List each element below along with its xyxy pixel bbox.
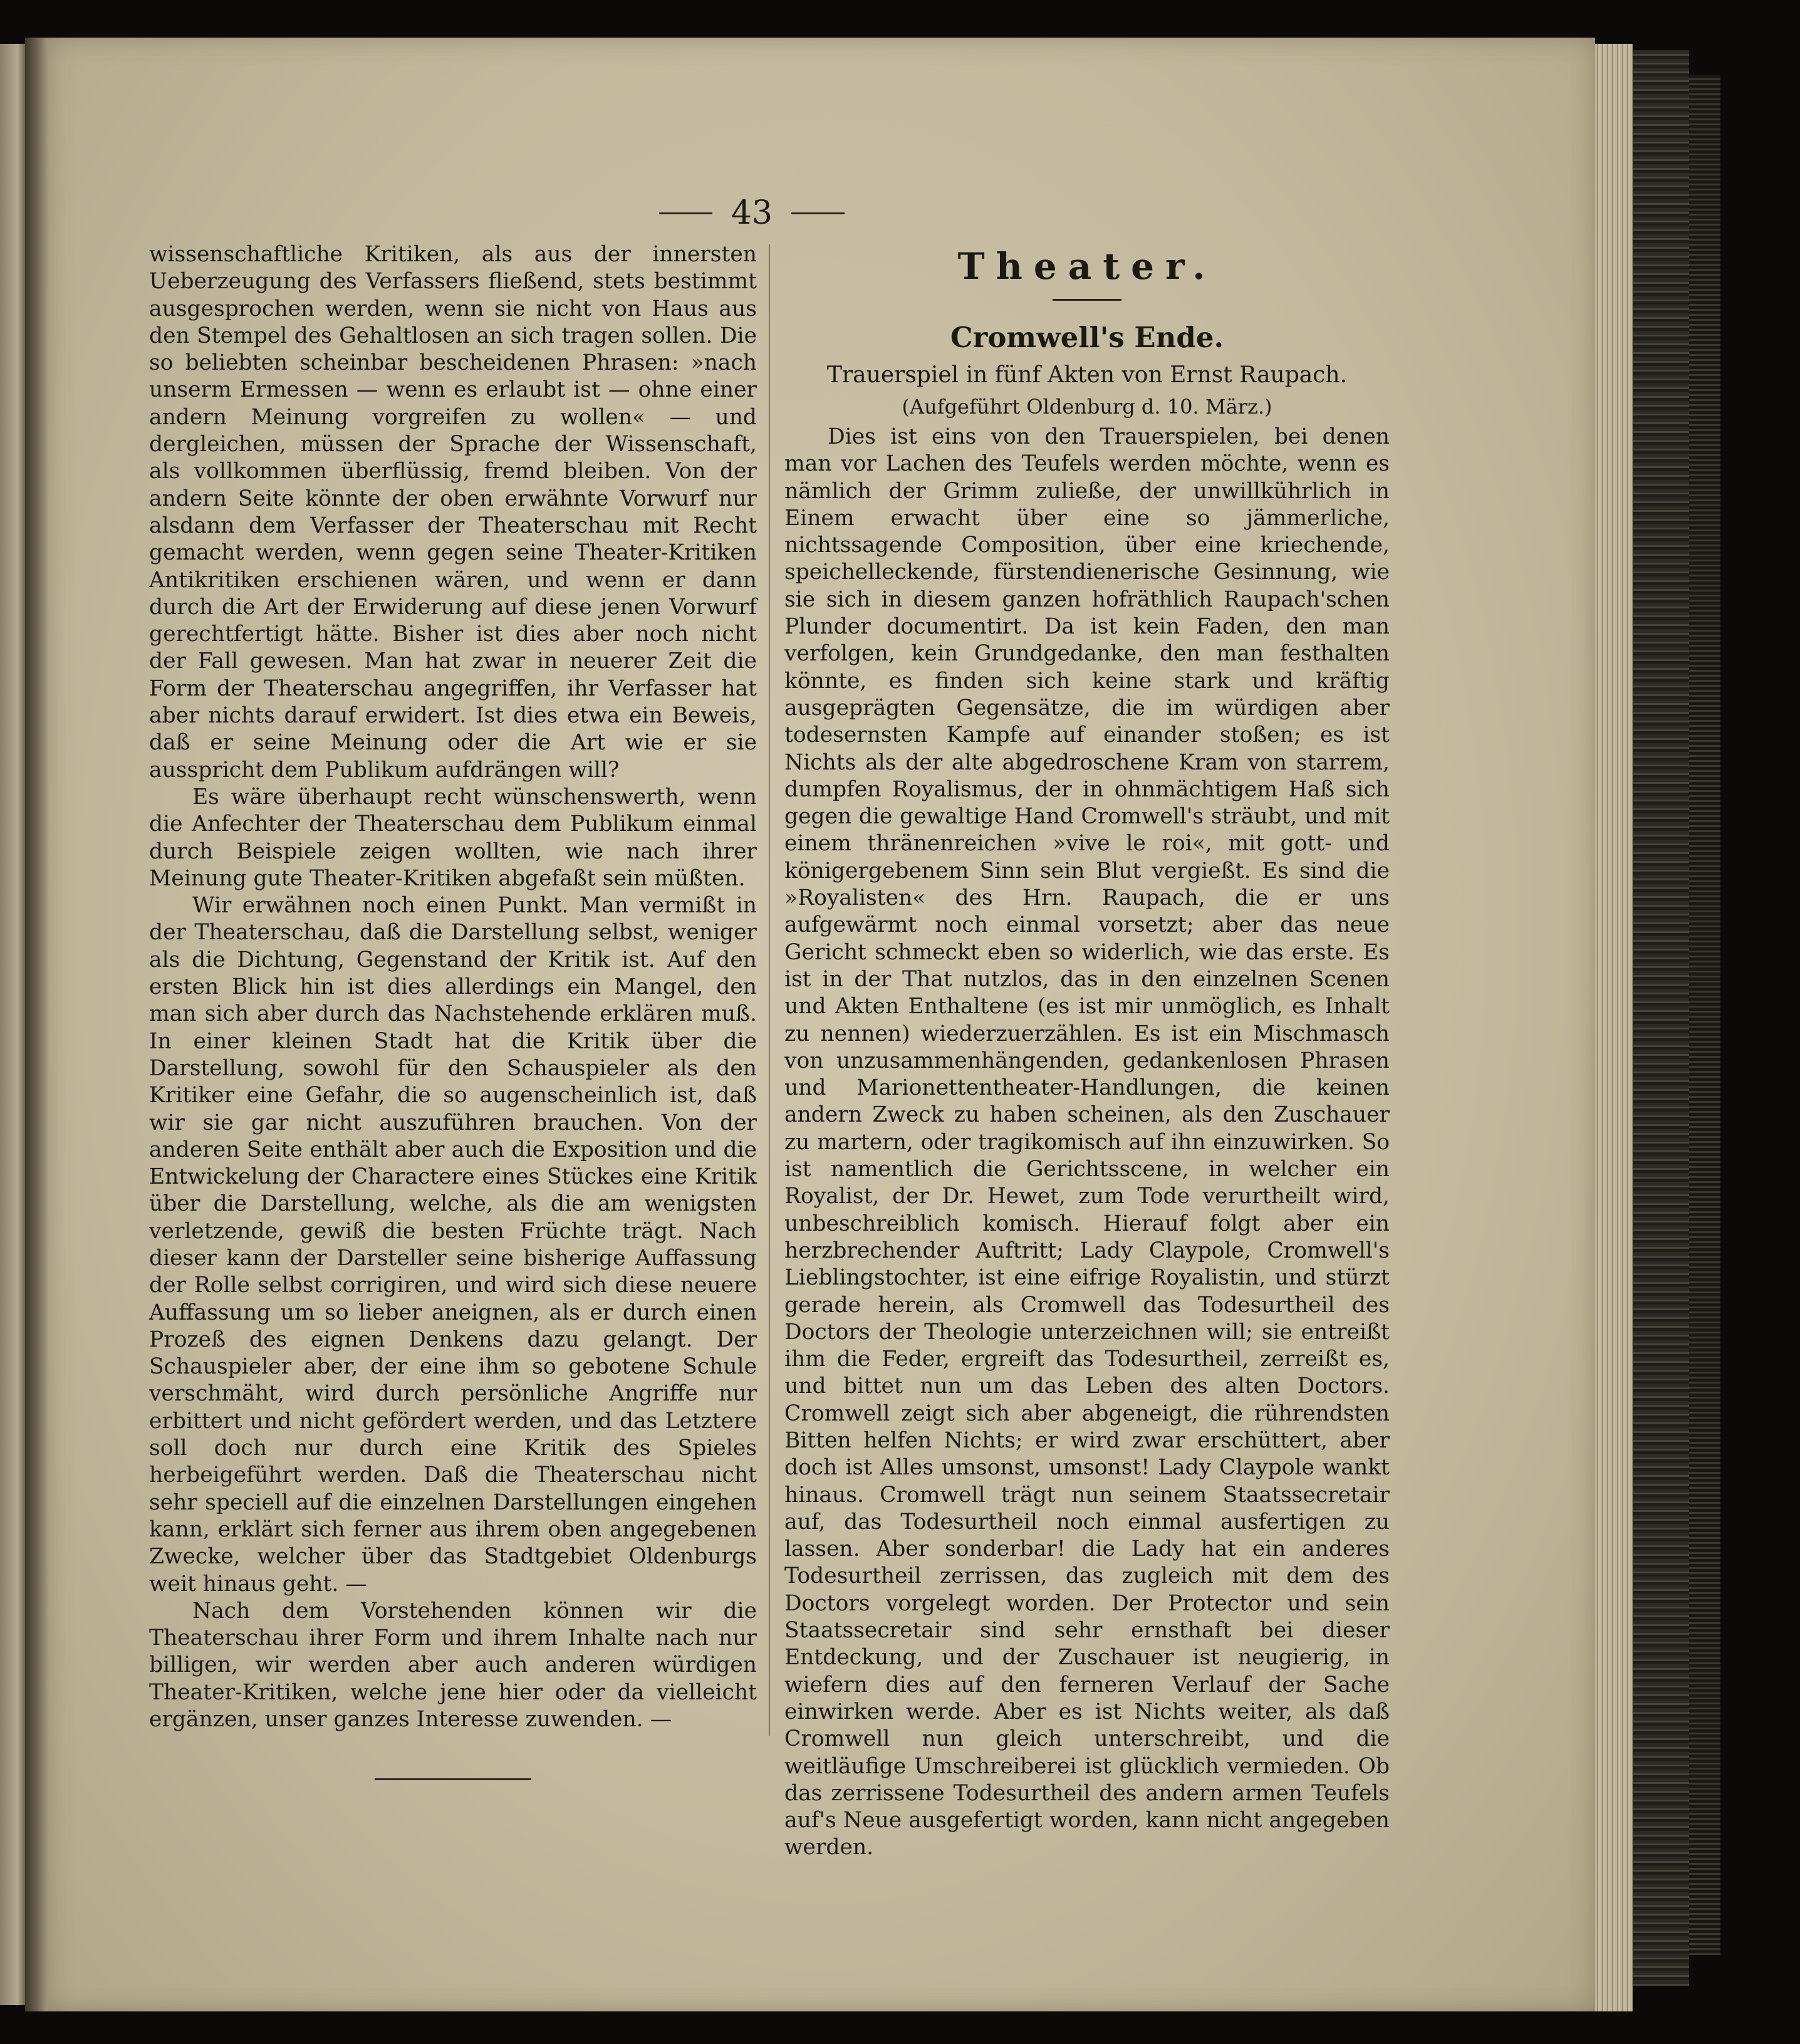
right-column xyxy=(784,241,1390,1862)
book-cover-edge xyxy=(1633,50,1689,1986)
end-rule xyxy=(375,1778,531,1780)
play-subtitle: Trauerspiel in fünf Akten von Ernst Raupach. xyxy=(826,362,1348,388)
left-column xyxy=(149,241,757,1780)
section-rule xyxy=(1053,299,1121,301)
review-paragraph: Dies ist eins von den Trauerspielen, bei denen man vor Lachen des Teufels werden möchte, wenn es nämlich der Grimm zuließe, der unwillkührlich in Einem erwacht über eine so jämmerliche, nichtssagende Composition, über eine kriechende, speichelleckende, fürstendienerische Gesinnung, wie sie sich in diesem ganzen hofräthlich Raupach'schen Plunder documentirt. Da ist kein Faden, den man verfolgen, kein Grundgedanke, den man festhalten könnte, es finden sich keine stark und kräftig ausgeprägten Gegensätze, die im würdigen aber todesernsten Kampfe auf einander stoßen; es ist Nichts als der alte abgedroschene Kram von starrem, dumpfen Royalismus, der in ohnmächtigem Haß sich gegen die gewaltige Hand Cromwell's sträubt, und mit einem thränenreichen »vive le roi«, mit gott- und königergebenem Sinn sein Blut vergießt. Es sind die »Royalisten« des Hrn. Raupach, die er uns aufgewärmt noch einmal vorsetzt; aber das neue Gericht schmeckt eben so widerlich, wie das erste. Es ist in der That nutzlos, das in den einzelnen Scenen und Akten Enthaltene (es ist mir unmöglich, es Inhalt zu nennen) wiederzuerzählen. Es ist ein Mischmasch von unzusammenhängenden, gedankenlosen Phrasen und Marionettentheater-Handlungen, die keinen andern Zweck zu haben scheinen, als den Zuschauer zu martern, oder tragikomisch auf ihn einzuwirken. So ist namentlich die Gerichtsscene, in welcher ein Royalist, der Dr. Hewet, zum Tode verurtheilt wird, unbeschreiblich komisch. Hierauf folgt aber ein herzbrechender Auftritt; Lady Claypole, Cromwell's Lieblingstochter, ist eine eifrige Royalistin, und stürzt gerade herein, als Cromwell das Todesurtheil des Doctors der Theologie unterzeichnen will; sie entreißt ihm die Feder, ergreift das Todesurtheil, zerreißt es, und bittet nun um das Leben des alten Doctors. Cromwell zeigt sich aber abgeneigt, die rührendsten Bitten helfen Nichts; er wird zwar erschüttert, aber doch ist Alles umsonst, umsonst! Lady Claypole wankt hinaus. Cromwell trägt nun seinem Staatssecretair auf, das Todesurtheil noch einmal ausfertigen zu lassen. Aber sonderbar! die Lady hat ein anderes Todesurtheil zerrissen, das zugleich mit dem des Doctors vorgelegt worden. Der Protector und sein Staatssecretair sind sehr ernsthaft bei dieser Entdeckung, und der Zuschauer ist neugierig, in wiefern dies auf den ferneren Verlauf der Sache einwirken werde. Aber es ist Nichts weiter, als daß Cromwell nun gleich unterschreibt, und die weitläufige Umschreiberei ist glücklich vermieden. Ob das zerrissene Todesurtheil des andern armen Teufels auf's Neue ausgefertigt worden, kann nicht angegeben werden. xyxy=(784,424,1390,1860)
section-title: Theater. xyxy=(957,245,1217,288)
left-paragraph: wissenschaftliche Kritiken, als aus der innersten Ueberzeugung des Verfassers fließend, stets bestimmt ausgesprochen werden, wenn sie nicht von Haus aus den Stempel des Gehaltlosen an sich tragen sollen. Die so beliebten scheinbar bescheidenen Phrasen: »nach unserm Ermessen — wenn es erlaubt ist — ohne einer andern Meinung vorgreifen zu wollen« — und dergleichen, müssen der Sprache der Wissenschaft, als vollkommen überflüssig, fremd bleiben. Von der andern Seite könnte der oben erwähnte Vorwurf nur alsdann dem Verfasser der Theaterschau mit Recht gemacht werden, wenn gegen seine Theater-Kritiken Antikritiken erschienen wären, und wenn er dann durch die Art der Erwiderung auf diese jenen Vorwurf gerechtfertigt hätte. Bisher ist dies aber noch nicht der Fall gewesen. Man hat zwar in neuerer Zeit die Form der Theaterschau angegriffen, ihr Verfasser hat aber nichts darauf erwidert. Ist dies etwa ein Beweis, daß er seine Meinung oder die Art wie er sie ausspricht dem Publikum aufdrängen will? xyxy=(149,242,757,783)
book-binding-edge xyxy=(1689,75,1720,1955)
column-divider xyxy=(769,244,770,1736)
play-title: Cromwell's Ende. xyxy=(950,321,1224,354)
left-paragraph: Wir erwähnen noch einen Punkt. Man vermißt in der Theaterschau, daß die Darstellung selbst, weniger als die Dichtung, Gegenstand der Kritik ist. Auf den ersten Blick hin ist dies allerdings ein Mangel, den man sich aber durch das Nachstehende erklären muß. In einer kleinen Stadt hat die Kritik über die Darstellung, sowohl für den Schauspieler als den Kritiker eine Gefahr, die so augenscheinlich ist, daß wir sie gar nicht auszuführen brauchen. Von der anderen Seite enthält aber auch die Exposition und die Entwickelung der Charactere eines Stückes eine Kritik über die Darstellung, welche, als die am wenigsten verletzende, gewiß die besten Früchte trägt. Nach dieser kann der Darsteller seine bisherige Auffassung der Rolle selbst corrigiren, und wird sich diese neuere Auffassung um so lieber aneignen, als er durch einen Prozeß des eignen Denkens dazu gelangt. Der Schauspieler aber, der eine ihm so gebotene Schule verschmäht, wird durch persönliche Angriffe nur erbittert und nicht gefördert werden, und das Letztere soll doch nur durch eine Kritik des Spieles herbeigeführt werden. Daß die Theaterschau nicht sehr speciell auf die einzelnen Darstellungen eingehen kann, erklärt sich ferner aus ihrem oben angegebenen Zwecke, welcher über das Stadtgebiet Oldenburgs weit hinaus geht. — xyxy=(149,893,757,1597)
page-stack-edge xyxy=(1595,44,1633,2011)
book-gutter xyxy=(25,38,48,2011)
page-number-dash-right xyxy=(791,212,845,214)
left-paragraph: Es wäre überhaupt recht wünschenswerth, wenn die Anfechter der Theaterschau dem Publikum einmal durch Beispiele zeigen wollten, wie nach ihrer Meinung gute Theater-Kritiken abgefaßt sein müßten. xyxy=(149,784,757,891)
facing-page-edge xyxy=(0,44,25,2005)
left-paragraph: Nach dem Vorstehenden können wir die Theaterschau ihrer Form und ihrem Inhalte nach nur billigen, wir werden aber auch anderen würdigen Theater-Kritiken, welche jene hier oder da vielleicht ergänzen, unser ganzes Interesse zuwenden. — xyxy=(149,1598,757,1733)
page-number-dash-left xyxy=(659,212,712,214)
performance-note: (Aufgeführt Oldenburg d. 10. März.) xyxy=(902,395,1272,419)
page-number xyxy=(639,188,865,238)
page-number-value: 43 xyxy=(731,194,773,232)
